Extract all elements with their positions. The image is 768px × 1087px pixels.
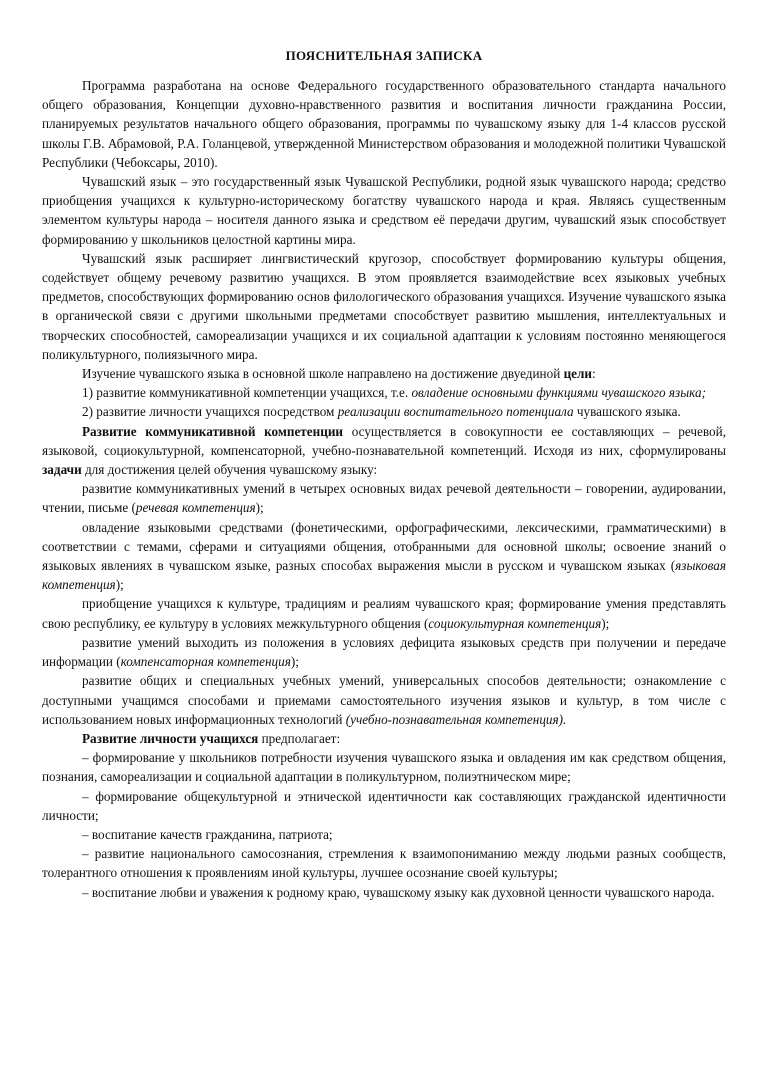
paragraph-language-competence: овладение языковыми средствами (фонетическими, орфографическими, лексическими, грамматическими) в соответствии с темами, сферами и ситуациями общения, отобранными для основной школы; освоение знаний о языковых явлениях в чувашском языке, разных способах выражения мысли в русском и чувашском языках (языковая компетенция);: [42, 519, 726, 593]
list-item-needs: – формирование у школьников потребности изучения чувашского языка и овладения им как средством общения, познания, самореализации и социальной адаптации в поликультурном, полиэтническом мире;: [42, 750, 726, 785]
paragraph-speech-competence: развитие коммуникативных умений в четырех основных видах речевой деятельности – говорении, аудировании, чтении, письме (речевая компетенция);: [42, 481, 726, 516]
list-item-citizenship: – воспитание качеств гражданина, патриота;: [82, 826, 333, 842]
goals-keyword: цели: [563, 366, 593, 382]
list-item-self-awareness: – развитие национального самосознания, стремления к взаимопониманию между людьми разных сообществ, толерантного отношения к проявлениям иной культуры, лучшее осознание своей культуры;: [42, 846, 726, 881]
paragraph-goal-2: 2) развитие личности учащихся посредством реализации воспитательного потенциала чувашского языка.: [82, 404, 681, 420]
paragraph-communicative-competence: Развитие коммуникативной компетенции осуществляется в совокупности ее составляющих – речевой, языковой, социокультурной, компенсаторной, учебно-познавательной компетенций. Исходя из них, сформулированы задачи для достижения целей обучения чувашскому языку:: [42, 423, 726, 478]
paragraph-basis: Программа разработана на основе Федерального государственного образовательного стандарта начального общего образования, Концепции духовно-нравственного развития и воспитания личности гражданина России, планируемых результатов начального общего образования, программы по чувашскому языку для 1-4 классов русской школы Г.В. Абрамовой, Р.А. Голанцевой, утвержденной Министерством образования и молодежной политики Чувашской Республики (Чебоксары, 2010).: [42, 78, 726, 170]
paragraph-linguistic-horizon: Чувашский язык расширяет лингвистический кругозор, способствует формированию культуры общения, содействует общему речевому развитию учащихся. В этом проявляется взаимодействие всех языковых учебных предметов, способствующих формированию основ филологического образования учащихся. Изучение чувашского языка в органической связи с другими школьными предметами способствует развитию мышления, интеллектуальных и творческих способностей, самореализации учащихся и их социальной адаптации к условиям постоянно меняющегося поликультурного, полиязычного мира.: [42, 250, 726, 362]
paragraph-compensatory-competence: развитие умений выходить из положения в условиях дефицита языковых средств при получении и передаче информации (компенсаторная компетенция);: [42, 634, 726, 670]
paragraph-goal-1: 1) развитие коммуникативной компетенции учащихся, т.е. овладение основными функциями чувашского языка;: [82, 385, 706, 401]
list-item-identity: – формирование общекультурной и этнической идентичности как составляющих гражданской идентичности личности;: [42, 788, 726, 823]
paragraph-goals-intro: Изучение чувашского языка в основной школе направлено на достижение двуединой цели:: [82, 366, 596, 382]
paragraph-personal-development: Развитие личности учащихся предполагает:: [82, 730, 341, 746]
paragraph-sociocultural-competence: приобщение учащихся к культуре, традициям и реалиям чувашского края; формирование умения представлять свою республику, ее культуру в условиях межкультурного общения (социокультурная компетенция);: [42, 596, 726, 631]
page-title: ПОЯСНИТЕЛЬНАЯ ЗАПИСКА: [285, 48, 483, 63]
paragraph-state-language: Чувашский язык – это государственный язык Чувашской Республики, родной язык чувашского народа; средство приобщения учащихся к культурно-историческому богатству чувашского народа и края. Являясь существенным элементом культуры народа – носителя данного языка и средством её передачи другим, чувашский язык способствует формированию у школьников целостной картины мира.: [42, 174, 726, 247]
paragraph-learning-competence: развитие общих и специальных учебных умений, универсальных способов деятельности; ознакомление с доступными учащимся способами и приемами самостоятельного изучения языков и культур, в том числе с использованием новых информационных технологий (учебно-познавательная компетенция).: [42, 673, 726, 727]
tasks-keyword: задачи: [42, 462, 82, 478]
list-item-love-of-homeland: – воспитание любви и уважения к родному краю, чувашскому языку как духовной ценности чувашского народа.: [82, 884, 715, 900]
